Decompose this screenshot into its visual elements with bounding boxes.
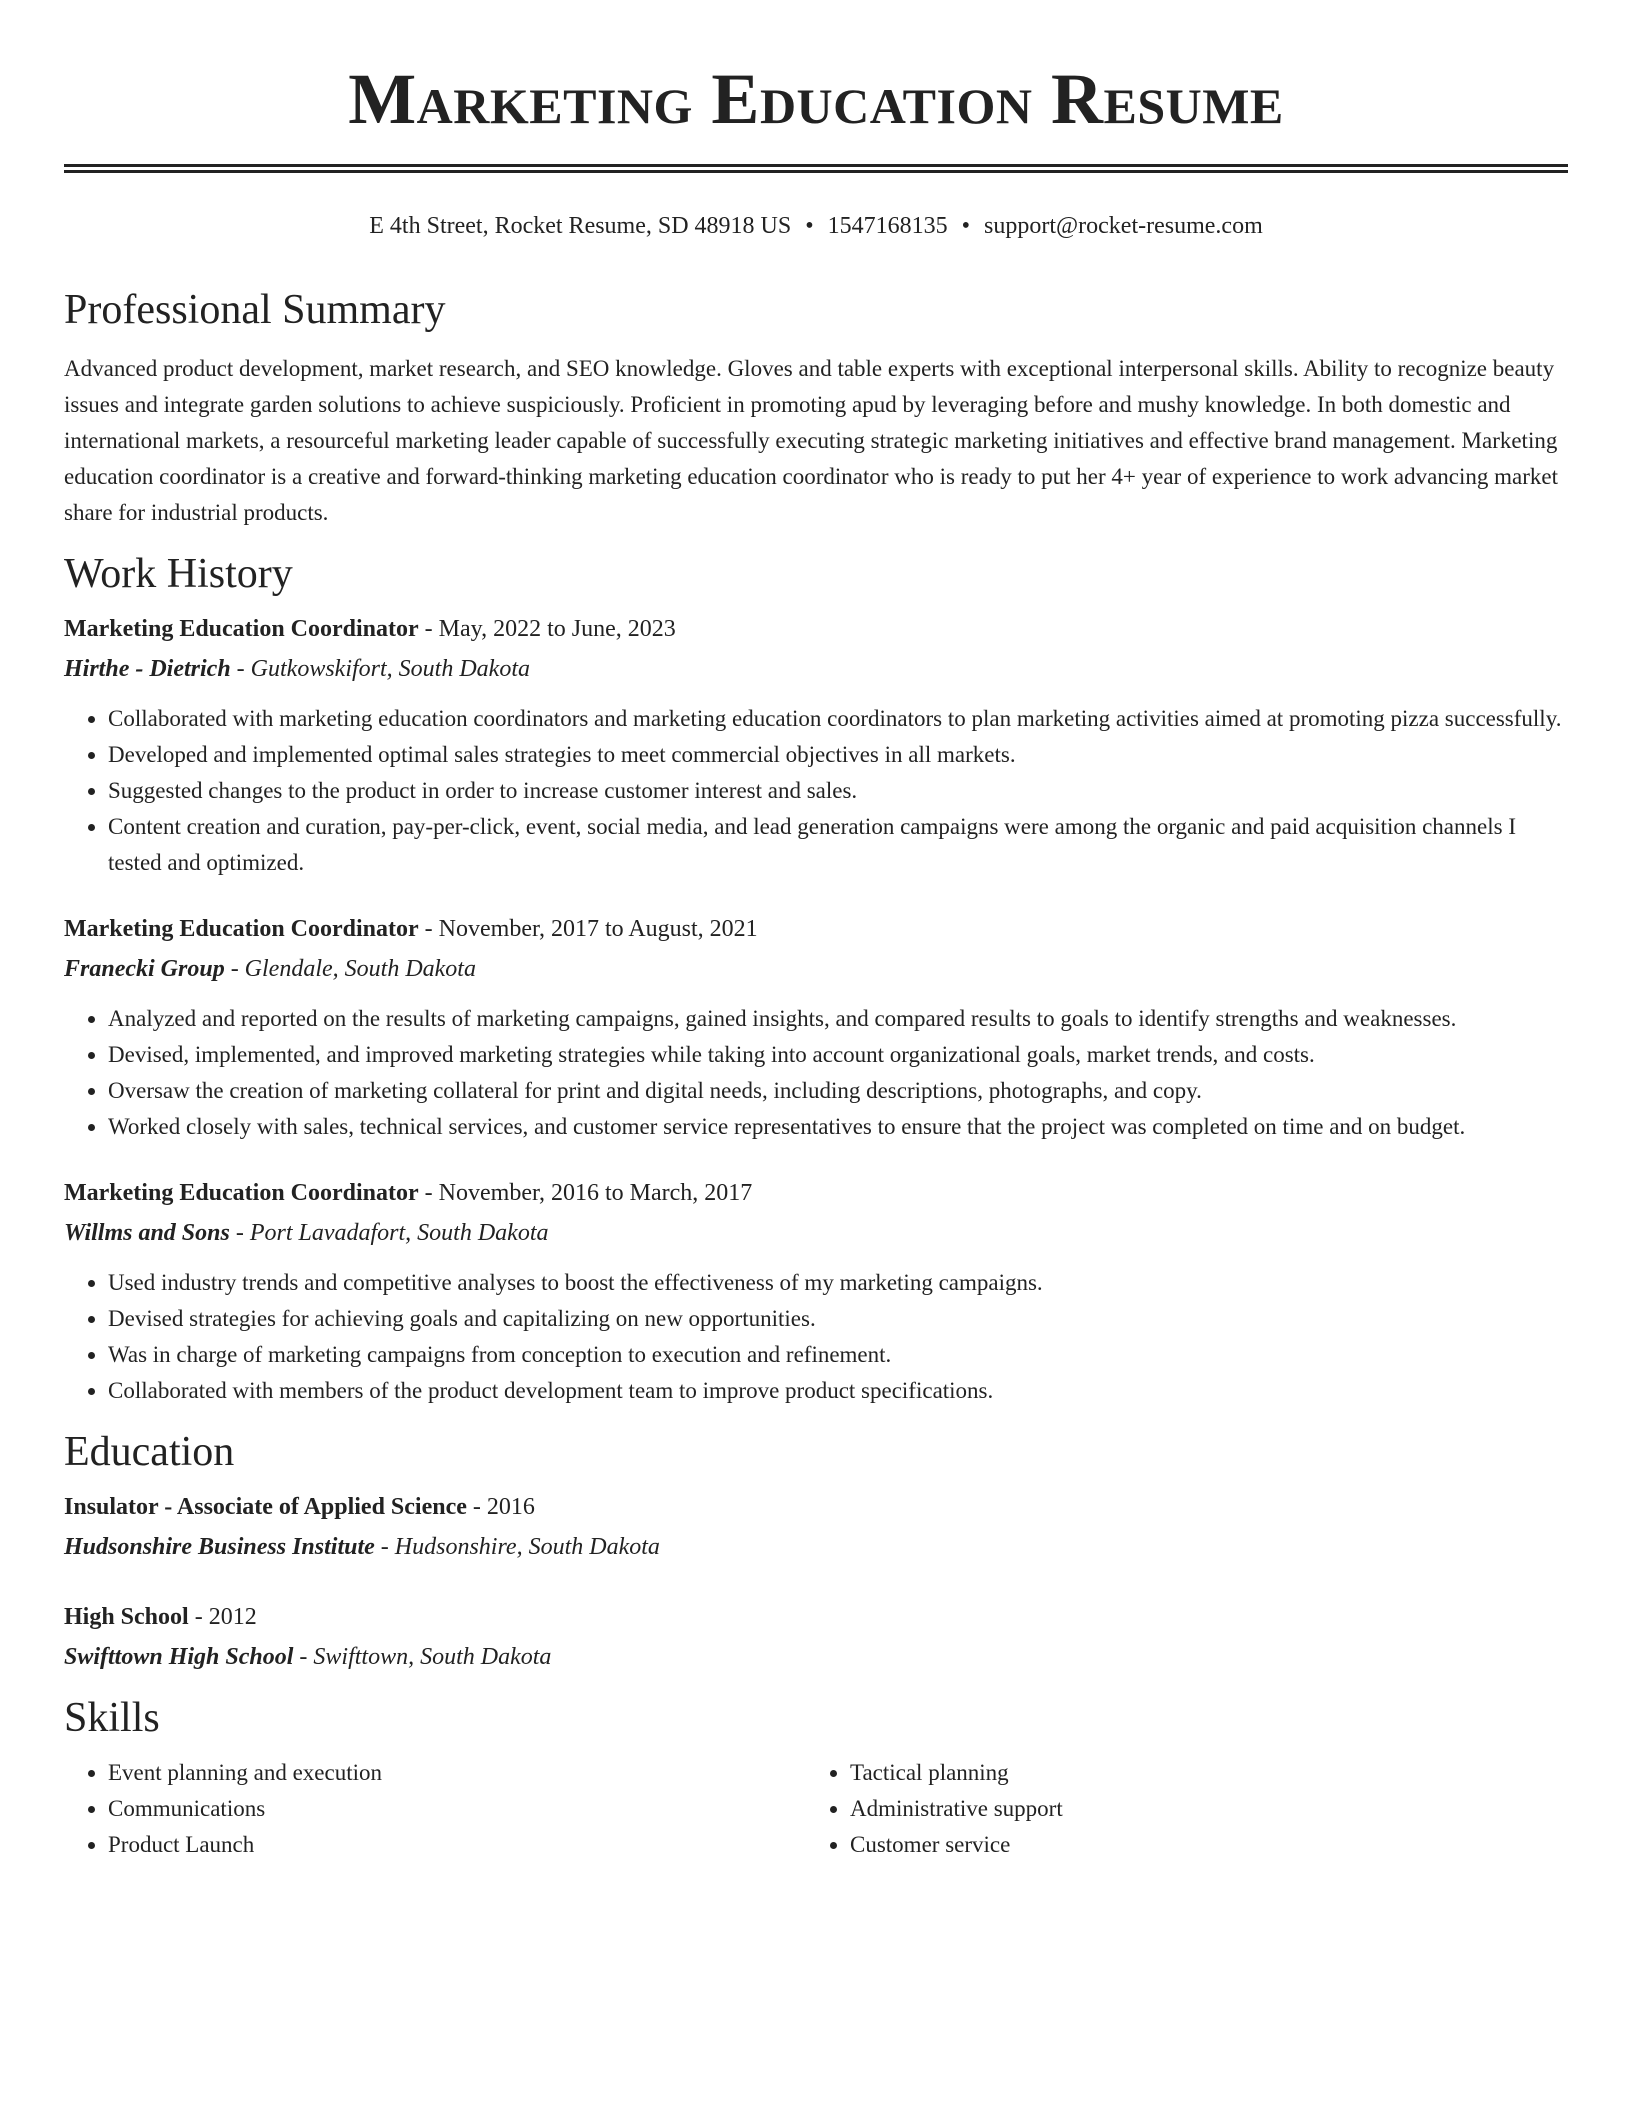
education-school-line — [64, 1529, 1568, 1565]
job-title: Marketing Education Coordinator — [64, 916, 419, 942]
summary-section — [64, 285, 1568, 531]
contact-phone: 1547168135 — [827, 213, 948, 239]
education-degree-line — [64, 1599, 1568, 1635]
job-bullet: • Devised, implemented, and improved marketing strategies while taking into account organizational goals, market trends, and costs. — [108, 1037, 1568, 1073]
job-bullet: • Analyzed and reported on the results of marketing campaigns, gained insights, and compared results to goals to identify strengths and weaknesses. — [108, 1001, 1568, 1037]
job-bullet: • Collaborated with marketing education coordinators and marketing education coordinators to plan marketing activities aimed at promoting pizza successfully. — [108, 701, 1568, 737]
job-entry — [64, 1175, 1568, 1409]
skill-item: • Event planning and execution — [108, 1755, 806, 1791]
education-degree: High School — [64, 1604, 189, 1630]
job-dates: - November, 2016 to March, 2017 — [418, 1180, 753, 1206]
skill-item: • Product Launch — [108, 1827, 806, 1863]
job-entry — [64, 911, 1568, 1145]
job-bullet: • Devised strategies for achieving goals and capitalizing on new opportunities. — [108, 1301, 1568, 1337]
job-bullet-list — [64, 1001, 1568, 1145]
education-entry — [64, 1599, 1568, 1675]
education-location: - Hudsonshire, South Dakota — [374, 1534, 660, 1560]
education-section — [64, 1427, 1568, 1675]
job-company: Franecki Group — [64, 956, 225, 982]
education-school: Swifttown High School — [64, 1644, 294, 1670]
education-degree-line — [64, 1489, 1568, 1525]
contact-separator: • — [805, 213, 814, 239]
job-title: Marketing Education Coordinator — [64, 616, 419, 642]
education-school-line — [64, 1639, 1568, 1675]
education-year: - 2012 — [188, 1604, 257, 1630]
job-bullet-list — [64, 1265, 1568, 1409]
education-year: - 2016 — [466, 1494, 535, 1520]
education-location: - Swifttown, South Dakota — [293, 1644, 552, 1670]
education-degree: Insulator - Associate of Applied Science — [64, 1494, 467, 1520]
title-divider — [64, 164, 1568, 173]
work-history-heading: Work History — [64, 551, 293, 597]
summary-text: Advanced product development, market research, and SEO knowledge. Gloves and table experts with exceptional interpersonal skills. Ability to recognize beauty issues and integrate garden solutions to achieve suspiciously. Proficient in promoting apud by leveraging before and mushy knowledge. In both domestic and international markets, a resourceful marketing leader capable of successfully executing strategic marketing initiatives and effective brand management. Marketing education coordinator is a creative and forward-thinking marketing education coordinator who is ready to put her 4+ year of experience to work advancing market share for industrial products. — [64, 356, 1559, 525]
summary-heading: Professional Summary — [64, 287, 446, 333]
skills-section — [64, 1693, 1568, 1863]
skills-heading: Skills — [64, 1695, 160, 1741]
job-company-line — [64, 651, 1568, 687]
skill-item: • Customer service — [850, 1827, 1548, 1863]
work-history-section — [64, 549, 1568, 1409]
job-bullet: • Used industry trends and competitive analyses to boost the effectiveness of my marketing campaigns. — [108, 1265, 1568, 1301]
job-bullet: • Suggested changes to the product in order to increase customer interest and sales. — [108, 773, 1568, 809]
job-dates: - November, 2017 to August, 2021 — [418, 916, 758, 942]
contact-separator: • — [961, 213, 971, 239]
job-bullet: • Oversaw the creation of marketing collateral for print and digital needs, including descriptions, photographs, and copy. — [108, 1073, 1568, 1109]
education-heading: Education — [64, 1429, 235, 1475]
resume-title: Marketing Education Resume — [348, 59, 1284, 139]
job-company-line — [64, 951, 1568, 987]
job-bullet: • Content creation and curation, pay-per-click, event, social media, and lead generation campaigns were among the organic and paid acquisition channels I tested and optimized. — [108, 809, 1568, 881]
contact-email: support@rocket-resume.com — [984, 213, 1263, 239]
skill-item: • Administrative support — [850, 1791, 1548, 1827]
job-bullet: • Collaborated with members of the product development team to improve product specifications. — [108, 1373, 1568, 1409]
job-bullet: • Worked closely with sales, technical services, and customer service representatives to ensure that the project was completed on time and on budget. — [108, 1109, 1568, 1145]
job-location: - Port Lavadafort, South Dakota — [229, 1220, 549, 1246]
education-school: Hudsonshire Business Institute — [64, 1534, 375, 1560]
skills-grid — [64, 1755, 1568, 1863]
job-location: - Glendale, South Dakota — [224, 956, 476, 982]
job-dates: - May, 2022 to June, 2023 — [418, 616, 676, 642]
job-role-line — [64, 611, 1568, 647]
job-bullet: • Developed and implemented optimal sales strategies to meet commercial objectives in all markets. — [108, 737, 1568, 773]
skills-list-right — [806, 1755, 1548, 1863]
job-role-line — [64, 1175, 1568, 1211]
job-bullet: • Was in charge of marketing campaigns from conception to execution and refinement. — [108, 1337, 1568, 1373]
skills-list-left — [64, 1755, 806, 1863]
job-location: - Gutkowskifort, South Dakota — [230, 656, 530, 682]
job-company-line — [64, 1215, 1568, 1251]
skill-item: • Tactical planning — [850, 1755, 1548, 1791]
job-title: Marketing Education Coordinator — [64, 1180, 419, 1206]
contact-line — [64, 211, 1568, 241]
skill-item: • Communications — [108, 1791, 806, 1827]
education-entry — [64, 1489, 1568, 1565]
job-role-line — [64, 911, 1568, 947]
contact-address: E 4th Street, Rocket Resume, SD 48918 US — [369, 213, 792, 239]
job-company: Hirthe - Dietrich — [64, 656, 231, 682]
job-bullet-list — [64, 701, 1568, 881]
job-company: Willms and Sons — [64, 1220, 230, 1246]
job-entry — [64, 611, 1568, 881]
